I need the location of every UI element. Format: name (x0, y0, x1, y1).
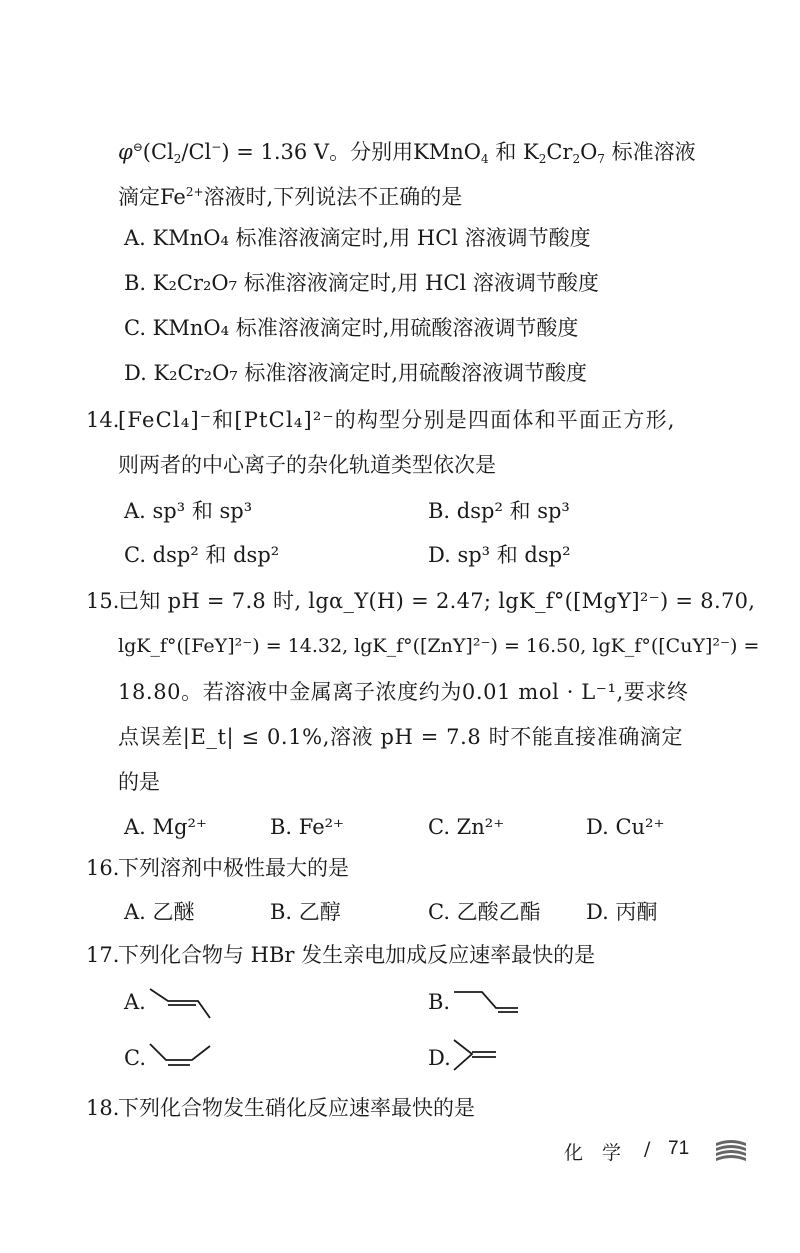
q15-line-3: 18.80。若溶液中金属离子浓度约为0.01 mol · L⁻¹,要求终 (118, 680, 689, 704)
q15-line-4: 点误差|E_t| ≤ 0.1%,溶液 pH = 7.8 时不能直接准确滴定 (118, 725, 684, 749)
q15-option-b: B. Fe²⁺ (270, 815, 345, 839)
q15-option-c: C. Zn²⁺ (428, 815, 505, 839)
q13-option-a: A. KMnO₄ 标准溶液滴定时,用 HCl 溶液调节酸度 (124, 226, 591, 250)
q16-line-1: 下列溶剂中极性最大的是 (118, 856, 349, 880)
sup: 2+ (185, 185, 204, 199)
q18-line-1: 下列化合物发生硝化反应速率最快的是 (118, 1096, 475, 1120)
sup: − (211, 140, 222, 154)
q16-option-b: B. 乙醇 (270, 900, 341, 924)
q16-number: 16. (86, 856, 120, 880)
q15-option-a: A. Mg²⁺ (124, 815, 207, 839)
q14-line-1: [FeCl₄]⁻和[PtCl₄]²⁻的构型分别是四面体和平面正方形, (118, 408, 676, 432)
phi-symbol: φ (118, 140, 133, 164)
q13-option-b: B. K₂Cr₂O₇ 标准溶液滴定时,用 HCl 溶液调节酸度 (124, 271, 599, 295)
q17-option-c: C. (124, 1046, 146, 1070)
sub: 2 (572, 152, 581, 166)
standard-state-mark: ⊖ (132, 140, 143, 154)
text: 标准溶液 (604, 140, 696, 164)
q17-structure-d (452, 1036, 500, 1076)
q13-option-d: D. K₂Cr₂O₇ 标准溶液滴定时,用硫酸溶液调节酸度 (124, 361, 588, 385)
q13-line-1 (118, 132, 696, 174)
q15-number: 15. (86, 589, 120, 613)
q14-line-2: 则两者的中心离子的杂化轨道类型依次是 (118, 453, 496, 477)
q14-option-b: B. dsp² 和 sp³ (428, 499, 570, 523)
q15-line-1: 已知 pH = 7.8 时, lgα_Y(H) = 2.47; lgK_f°([MgY]²⁻) = 8.70, (118, 589, 756, 613)
sub: 2 (173, 152, 182, 166)
text: 滴定Fe (118, 185, 186, 209)
book-stack-icon (714, 1137, 748, 1165)
q15-line-5: 的是 (118, 770, 160, 794)
q17-structure-c (148, 1040, 212, 1070)
q14-option-c: C. dsp² 和 dsp² (124, 543, 280, 567)
q17-line-1: 下列化合物与 HBr 发生亲电加成反应速率最快的是 (118, 943, 596, 967)
text: 溶液时,下列说法不正确的是 (203, 185, 463, 209)
footer-page-number: 71 (668, 1138, 690, 1159)
text: ) = 1.36 V。分别用KMnO (221, 140, 481, 164)
sub: 7 (597, 152, 605, 166)
text: /Cl (181, 140, 212, 164)
footer-subject: 化 学 (564, 1142, 622, 1164)
footer-slash: / (644, 1138, 651, 1160)
text: (Cl (142, 140, 174, 164)
q13-option-c: C. KMnO₄ 标准溶液滴定时,用硫酸溶液调节酸度 (124, 316, 579, 340)
q16-option-c: C. 乙酸乙酯 (428, 900, 541, 924)
q14-option-a: A. sp³ 和 sp³ (124, 499, 253, 523)
q17-option-b: B. (428, 990, 451, 1014)
q16-option-a: A. 乙醚 (124, 900, 195, 924)
q14-option-d: D. sp³ 和 dsp² (428, 543, 571, 567)
text: Cr (546, 140, 573, 164)
q13-line-2 (118, 177, 462, 212)
text: 和 K (488, 140, 539, 164)
q17-structure-a (148, 984, 212, 1022)
q17-number: 17. (86, 943, 120, 967)
text: O (580, 140, 598, 164)
q17-structure-b (454, 988, 522, 1016)
q14-number: 14. (86, 408, 120, 432)
sub: 2 (538, 152, 547, 166)
q15-option-d: D. Cu²⁺ (586, 815, 665, 839)
sub: 4 (481, 152, 489, 166)
q16-option-d: D. 丙酮 (586, 900, 658, 924)
q15-line-2: lgK_f°([FeY]²⁻) = 14.32, lgK_f°([ZnY]²⁻) = 16.50, lgK_f°([CuY]²⁻) = (118, 635, 760, 657)
q18-number: 18. (86, 1096, 120, 1120)
q17-option-d: D. (428, 1046, 451, 1070)
q17-option-a: A. (124, 990, 146, 1014)
